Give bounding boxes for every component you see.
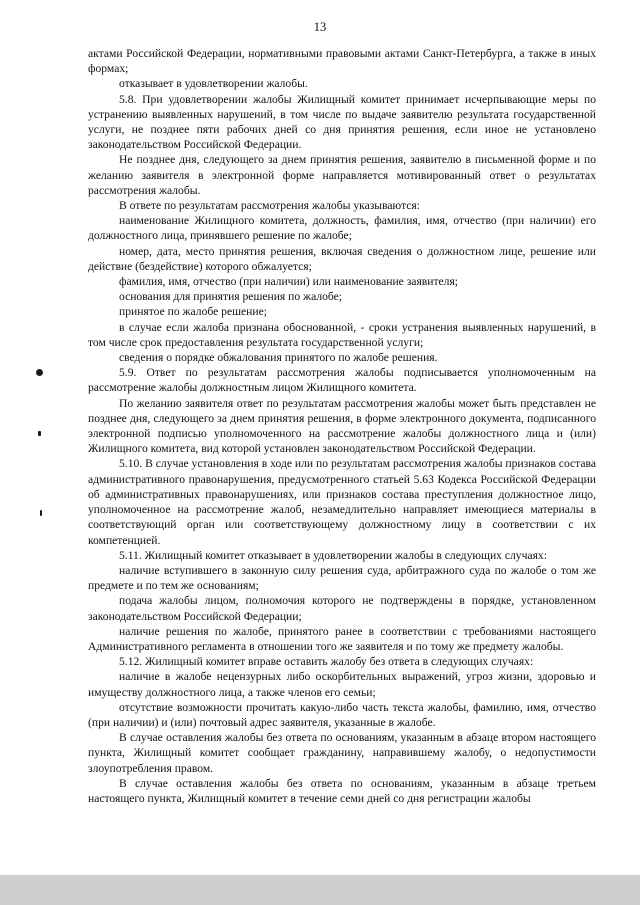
document-paragraph: 5.11. Жилищный комитет отказывает в удовлетворении жалобы в следующих случаях: [119, 548, 547, 562]
document-paragraph: 5.8. При удовлетворении жалобы Жилищный комитет принимает исчерпывающие меры по устранению выявленных нарушений, в том числе по выдаче заявителю результата государственной услуги, не позднее пяти рабочих дней со дня принятия решения, если иное не установлено законодательством Российской Федерации. [88, 92, 596, 152]
document-paragraph: отсутствие возможности прочитать какую-либо часть текста жалобы, фамилию, имя, отчество (при наличии) и (или) почтовый адрес заявителя, указанные в жалобе. [88, 700, 596, 729]
document-paragraph: подача жалобы лицом, полномочия которого не подтверждены в порядке, установленном законодательством Российской Федерации; [88, 594, 596, 623]
document-paragraph: актами Российской Федерации, нормативными правовыми актами Санкт-Петербурга, а также в иных формах; [88, 47, 596, 76]
document-paragraph: основания для принятия решения по жалобе; [119, 290, 343, 304]
margin-scan-mark [40, 510, 42, 516]
document-paragraph: По желанию заявителя ответ по результатам рассмотрения жалобы может быть представлен не позднее дня, следующего за днем принятия решения, в форме электронного документа, подписанного электронной подписью уполномоченного на рассмотрение жалобы должностного лица и (или) Жилищного комитета, вид которой установлен законодательством Российской Федерации. [88, 396, 596, 456]
document-paragraph: наличие вступившего в законную силу решения суда, арбитражного суда по жалобе о том же предмете и по тем же основаниям; [88, 563, 596, 593]
document-paragraph: В ответе по результатам рассмотрения жалобы указываются: [119, 199, 420, 213]
margin-scan-mark [38, 431, 41, 436]
document-paragraph: В случае оставления жалобы без ответа по основаниям, указанным в абзаце третьем настоящего пункта, Жилищный комитет в течение семи дней со дня регистрации жалобы [88, 776, 596, 805]
document-paragraph: 5.12. Жилищный комитет вправе оставить жалобу без ответа в следующих случаях: [119, 655, 534, 669]
document-paragraph: в случае если жалоба признана обоснованной, - сроки устранения выявленных нарушений, в том числе срок предоставления результата государственной услуги; [88, 320, 596, 349]
document-paragraph: отказывает в удовлетворении жалобы. [119, 77, 308, 91]
document-paragraph: принятое по жалобе решение; [119, 305, 267, 319]
document-paragraph: наименование Жилищного комитета, должность, фамилия, имя, отчество (при наличии) его должностного лица, принявшего решение по жалобе; [88, 214, 596, 243]
document-paragraph: 5.10. В случае установления в ходе или по результатам рассмотрения жалобы признаков состава административного правонарушения, предусмотренного статьей 5.63 Кодекса Российской Федерации об административных правонарушениях, или признаков состава преступления должностное лицо, уполномоченное на рассмотрение жалоб, незамедлительно направляет имеющиеся материалы в соответствующий орган или соответствующему должностному лицу в соответствии с их компетенцией. [88, 457, 596, 547]
document-paragraph: В случае оставления жалобы без ответа по основаниям, указанным в абзаце втором настоящего пункта, Жилищный комитет сообщает гражданину, направившему жалобу, о недопустимости злоупотребления правом. [88, 731, 596, 775]
document-body [88, 46, 596, 806]
scan-bottom-edge [0, 875, 640, 905]
document-paragraph: наличие в жалобе нецензурных либо оскорбительных выражений, угроз жизни, здоровью и имуществу должностного лица, а также членов его семьи; [88, 670, 596, 699]
document-paragraph: сведения о порядке обжалования принятого по жалобе решения. [119, 351, 438, 365]
document-paragraph: 5.9. Ответ по результатам рассмотрения жалобы подписывается уполномоченным на рассмотрение жалобы должностным лицом Жилищного комитета. [88, 366, 596, 395]
page-number: 13 [313, 20, 327, 34]
document-paragraph: наличие решения по жалобе, принятого ранее в соответствии с требованиями настоящего Административного регламента в отношении того же заявителя и по тому же предмету жалобы. [88, 624, 596, 653]
document-paragraph: Не позднее дня, следующего за днем принятия решения, заявителю в письменной форме и по желанию заявителя в электронной форме направляется мотивированный ответ о результатах рассмотрения жалобы. [88, 153, 596, 197]
margin-punch-mark [36, 369, 43, 376]
document-paragraph: фамилия, имя, отчество (при наличии) или наименование заявителя; [119, 275, 459, 289]
document-paragraph: номер, дата, место принятия решения, включая сведения о должностном лице, решение или действие (бездействие) которого обжалуется; [88, 244, 596, 273]
